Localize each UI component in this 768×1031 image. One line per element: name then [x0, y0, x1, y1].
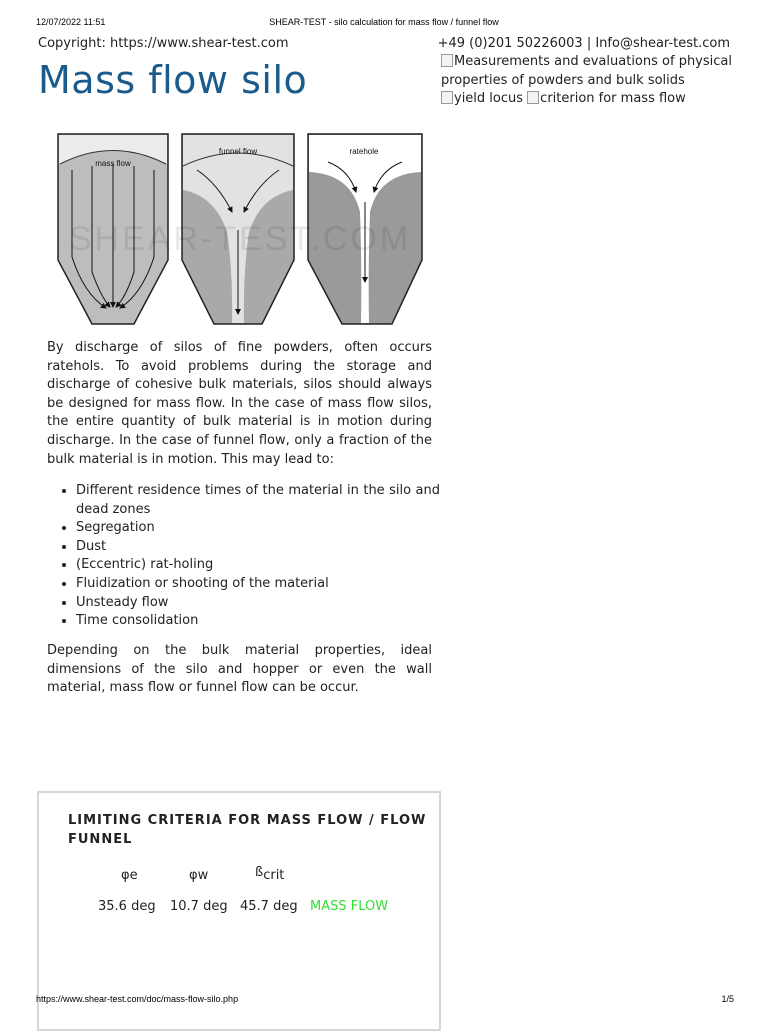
beta-symbol: ß [255, 865, 264, 880]
criteria-title: LIMITING CRITERIA FOR MASS FLOW / FLOW FUNNEL [68, 813, 427, 847]
beta-subscript: crit [263, 868, 285, 883]
beta-crit-value: 45.7 deg [240, 899, 298, 914]
contact-info[interactable]: +49 (0)201 50226003 | Info@shear-test.com [437, 36, 730, 51]
intro-paragraph: By discharge of silos of fine powders, often occurs ratehols. To avoid problems during the storage and discharge of cohesive bulk materials, silos should always be designed for mass flow. In the case of mass flow silos, the entire quantity of bulk material is in motion during discharge. In the case of funnel flow, only a fraction of the bulk material is in motion. This may lead to: [47, 340, 432, 467]
page-title: Mass flow silo [38, 58, 308, 102]
mass-flow-label: mass flow [95, 159, 131, 168]
phi-e-subscript: e [129, 868, 138, 883]
page-number: 1/5 [721, 994, 734, 1004]
broken-image-icon [527, 91, 539, 104]
yield-locus-image-link[interactable] [441, 91, 523, 106]
flow-result: MASS FLOW [310, 899, 389, 914]
measurements-image-link[interactable] [441, 54, 732, 88]
list-item: • (Eccentric) rat-holing [76, 556, 440, 575]
problems-list [47, 482, 440, 631]
list-item: • Unsteady flow [76, 594, 440, 613]
beta-crit-header [255, 865, 285, 883]
print-datetime: 12/07/2022 11:51 [36, 17, 106, 27]
related-links [441, 53, 741, 109]
yield-locus-image-alt: yield locus [454, 91, 524, 106]
phi-w-header [189, 868, 208, 883]
list-item: • Time consolidation [76, 612, 440, 631]
list-item: • Different residence times of the material in the silo and dead zones [76, 482, 440, 519]
list-item: • Fluidization or shooting of the material [76, 575, 440, 594]
phi-w-subscript: w [197, 868, 209, 883]
phi-e-symbol: φ [121, 868, 130, 883]
ratehole-label: ratehole [349, 147, 379, 156]
measurements-image-alt: Measurements and evaluations of physical properties of powders and bulk solids [441, 54, 732, 88]
copyright-text: Copyright: https://www.shear-test.com [38, 36, 289, 51]
criterion-image-alt: criterion for mass flow [540, 91, 686, 106]
phi-w-value: 10.7 deg [170, 899, 228, 914]
list-item: • Segregation [76, 519, 440, 538]
list-item: • Dust [76, 538, 440, 557]
broken-image-icon [441, 91, 453, 104]
phi-w-symbol: φ [189, 868, 198, 883]
print-header [0, 17, 768, 31]
closing-paragraph: Depending on the bulk material properties, ideal dimensions of the silo and hopper or even the wall material, mass flow or funnel flow can be occur. [47, 643, 432, 696]
phi-e-value: 35.6 deg [98, 899, 156, 914]
broken-image-icon [441, 54, 453, 67]
phi-e-header [121, 868, 138, 883]
funnel-flow-label: funnel flow [218, 147, 258, 156]
silo-flow-diagram [56, 132, 424, 328]
criterion-image-link[interactable] [527, 91, 686, 106]
print-title: SHEAR-TEST - silo calculation for mass flow / funnel flow [269, 17, 499, 27]
page-url: https://www.shear-test.com/doc/mass-flow-silo.php [36, 994, 239, 1004]
watermark: SHEAR-TEST.COM [68, 220, 412, 258]
